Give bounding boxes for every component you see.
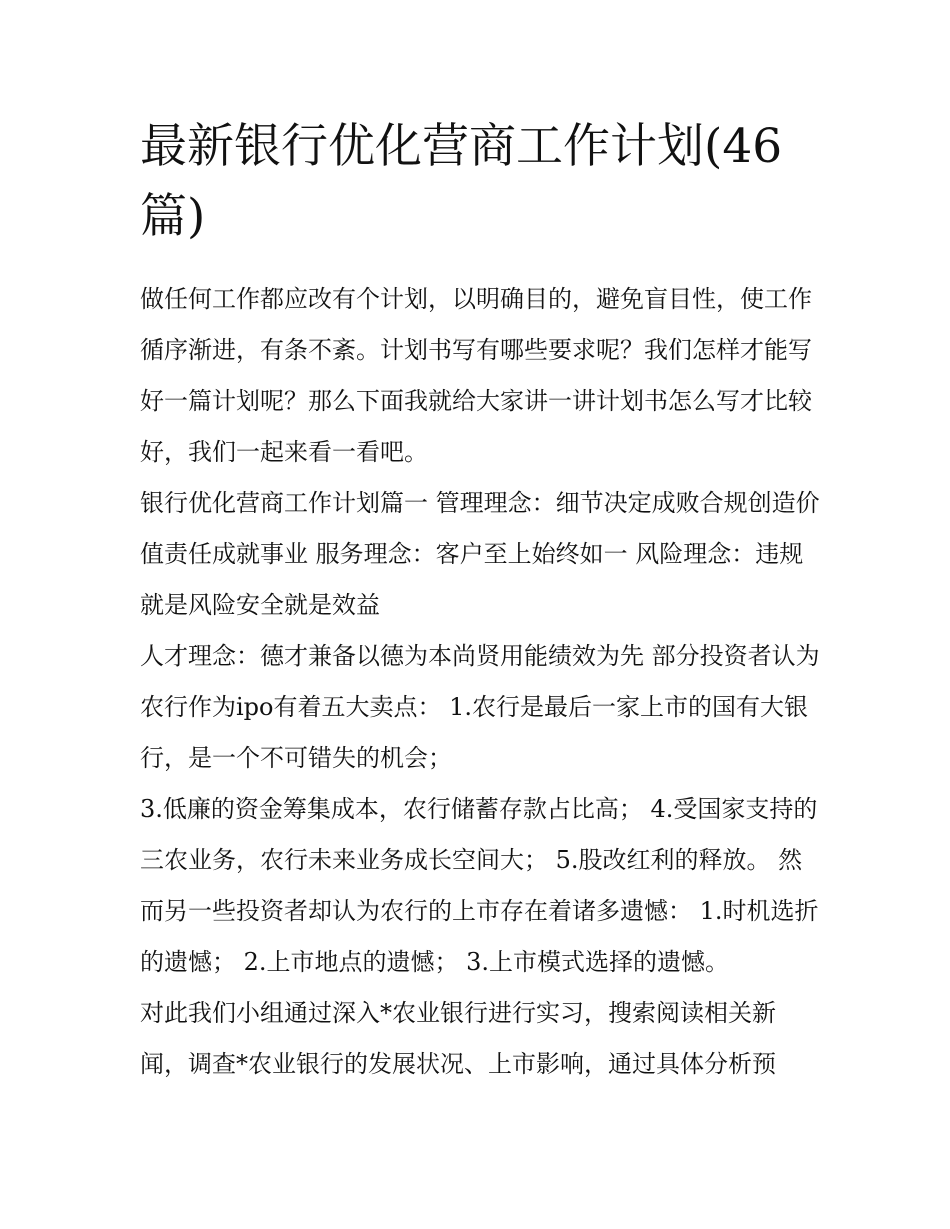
document-body	[140, 274, 820, 1090]
paragraph-selling-points: 3.低廉的资金筹集成本，农行储蓄存款占比高； 4.受国家支持的三农业务，农行未来业务成长空间大； 5.股改红利的释放。 然而另一些投资者却认为农行的上市存在着诸多遗憾： 1.时机选折的遗憾； 2.上市地点的遗憾； 3.上市模式选择的遗憾。	[140, 795, 819, 976]
document-page	[140, 112, 820, 1090]
paragraph-philosophy: 银行优化营商工作计划篇一 管理理念：细节决定成败合规创造价值责任成就事业 服务理念：客户至上始终如一 风险理念：违规就是风险安全就是效益	[140, 489, 820, 619]
paragraph-talent: 人才理念：德才兼备以德为本尚贤用能绩效为先 部分投资者认为农行作为ipo有着五大卖点： 1.农行是最后一家上市的国有大银行，是一个不可错失的机会；	[140, 642, 820, 772]
paragraph-research: 对此我们小组通过深入*农业银行进行实习，搜索阅读相关新闻，调查*农业银行的发展状况、上市影响，通过具体分析预	[140, 999, 776, 1078]
document-title: 最新银行优化营商工作计划(46篇)	[140, 119, 783, 244]
paragraph-intro: 做任何工作都应改有个计划，以明确目的，避免盲目性，使工作循序渐进，有条不紊。计划书写有哪些要求呢？我们怎样才能写好一篇计划呢？那么下面我就给大家讲一讲计划书怎么写才比较好，我们一起来看一看吧。	[140, 285, 812, 466]
